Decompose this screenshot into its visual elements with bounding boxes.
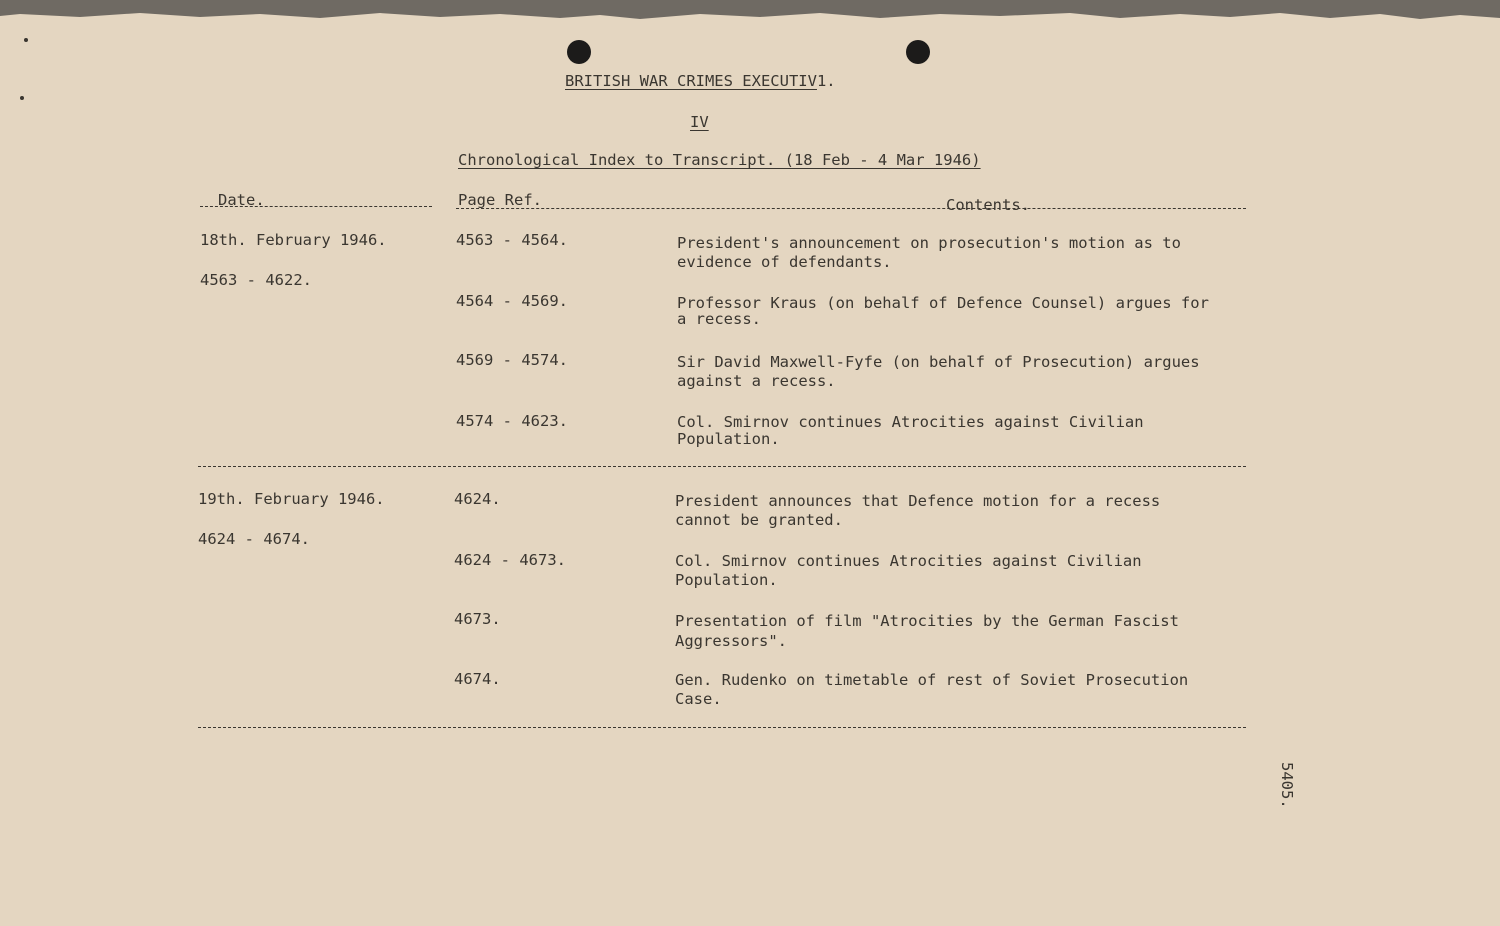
group-date: 19th. February 1946. — [198, 490, 385, 508]
group-page-range: 4563 - 4622. — [200, 271, 312, 289]
entry-page-ref: 4563 - 4564. — [456, 231, 568, 249]
page-number-stamp: 5405. — [1278, 762, 1296, 809]
entry-contents-line: Case. — [675, 690, 722, 708]
entry-page-ref: 4574 - 4623. — [456, 412, 568, 430]
header-rule — [200, 206, 432, 207]
document-page — [0, 10, 1500, 926]
entry-contents-line: Population. — [677, 430, 780, 448]
entry-contents-line: President's announcement on prosecution's motion as to — [677, 234, 1181, 252]
entry-contents-line: Professor Kraus (on behalf of Defence Counsel) argues for — [677, 294, 1209, 312]
punch-hole — [906, 40, 930, 64]
entry-page-ref: 4674. — [454, 670, 501, 688]
entry-contents-line: Aggressors". — [675, 632, 787, 650]
entry-contents-line: Population. — [675, 571, 778, 589]
entry-contents-line: against a recess. — [677, 372, 836, 390]
torn-edge — [0, 10, 1500, 34]
entry-page-ref: 4569 - 4574. — [456, 351, 568, 369]
entry-page-ref: 4564 - 4569. — [456, 292, 568, 310]
entry-contents-line: Col. Smirnov continues Atrocities against Civilian — [677, 413, 1144, 431]
ink-speck — [20, 96, 24, 100]
group-date: 18th. February 1946. — [200, 231, 387, 249]
column-header-page-ref: Page Ref. — [458, 191, 542, 209]
entry-contents-line: cannot be granted. — [675, 511, 843, 529]
entry-contents-line: Col. Smirnov continues Atrocities against Civilian — [675, 552, 1142, 570]
entry-contents-line: Presentation of film "Atrocities by the German Fascist — [675, 612, 1179, 630]
column-header-contents: Contents. — [946, 196, 1030, 214]
group-separator-rule — [198, 466, 1246, 467]
group-page-range: 4624 - 4674. — [198, 530, 310, 548]
entry-page-ref: 4673. — [454, 610, 501, 628]
entry-contents-line: President announces that Defence motion for a recess — [675, 492, 1161, 510]
org-title-end: 1. — [816, 72, 836, 90]
column-header-date: Date. — [218, 191, 265, 209]
index-title: Chronological Index to Transcript. (18 Feb - 4 Mar 1946) — [458, 151, 981, 169]
section-numeral: IV — [690, 113, 709, 131]
org-title-wrap — [565, 72, 836, 90]
group-separator-rule — [198, 727, 1246, 728]
header-rule — [456, 208, 1246, 209]
org-title: BRITISH WAR CRIMES EXECUTIV — [565, 72, 817, 90]
entry-page-ref: 4624. — [454, 490, 501, 508]
entry-contents-line: evidence of defendants. — [677, 253, 892, 271]
entry-page-ref: 4624 - 4673. — [454, 551, 566, 569]
punch-hole — [567, 40, 591, 64]
ink-speck — [24, 38, 28, 42]
entry-contents-line: a recess. — [677, 310, 761, 328]
entry-contents-line: Gen. Rudenko on timetable of rest of Soviet Prosecution — [675, 671, 1189, 689]
entry-contents-line: Sir David Maxwell-Fyfe (on behalf of Prosecution) argues — [677, 353, 1200, 371]
